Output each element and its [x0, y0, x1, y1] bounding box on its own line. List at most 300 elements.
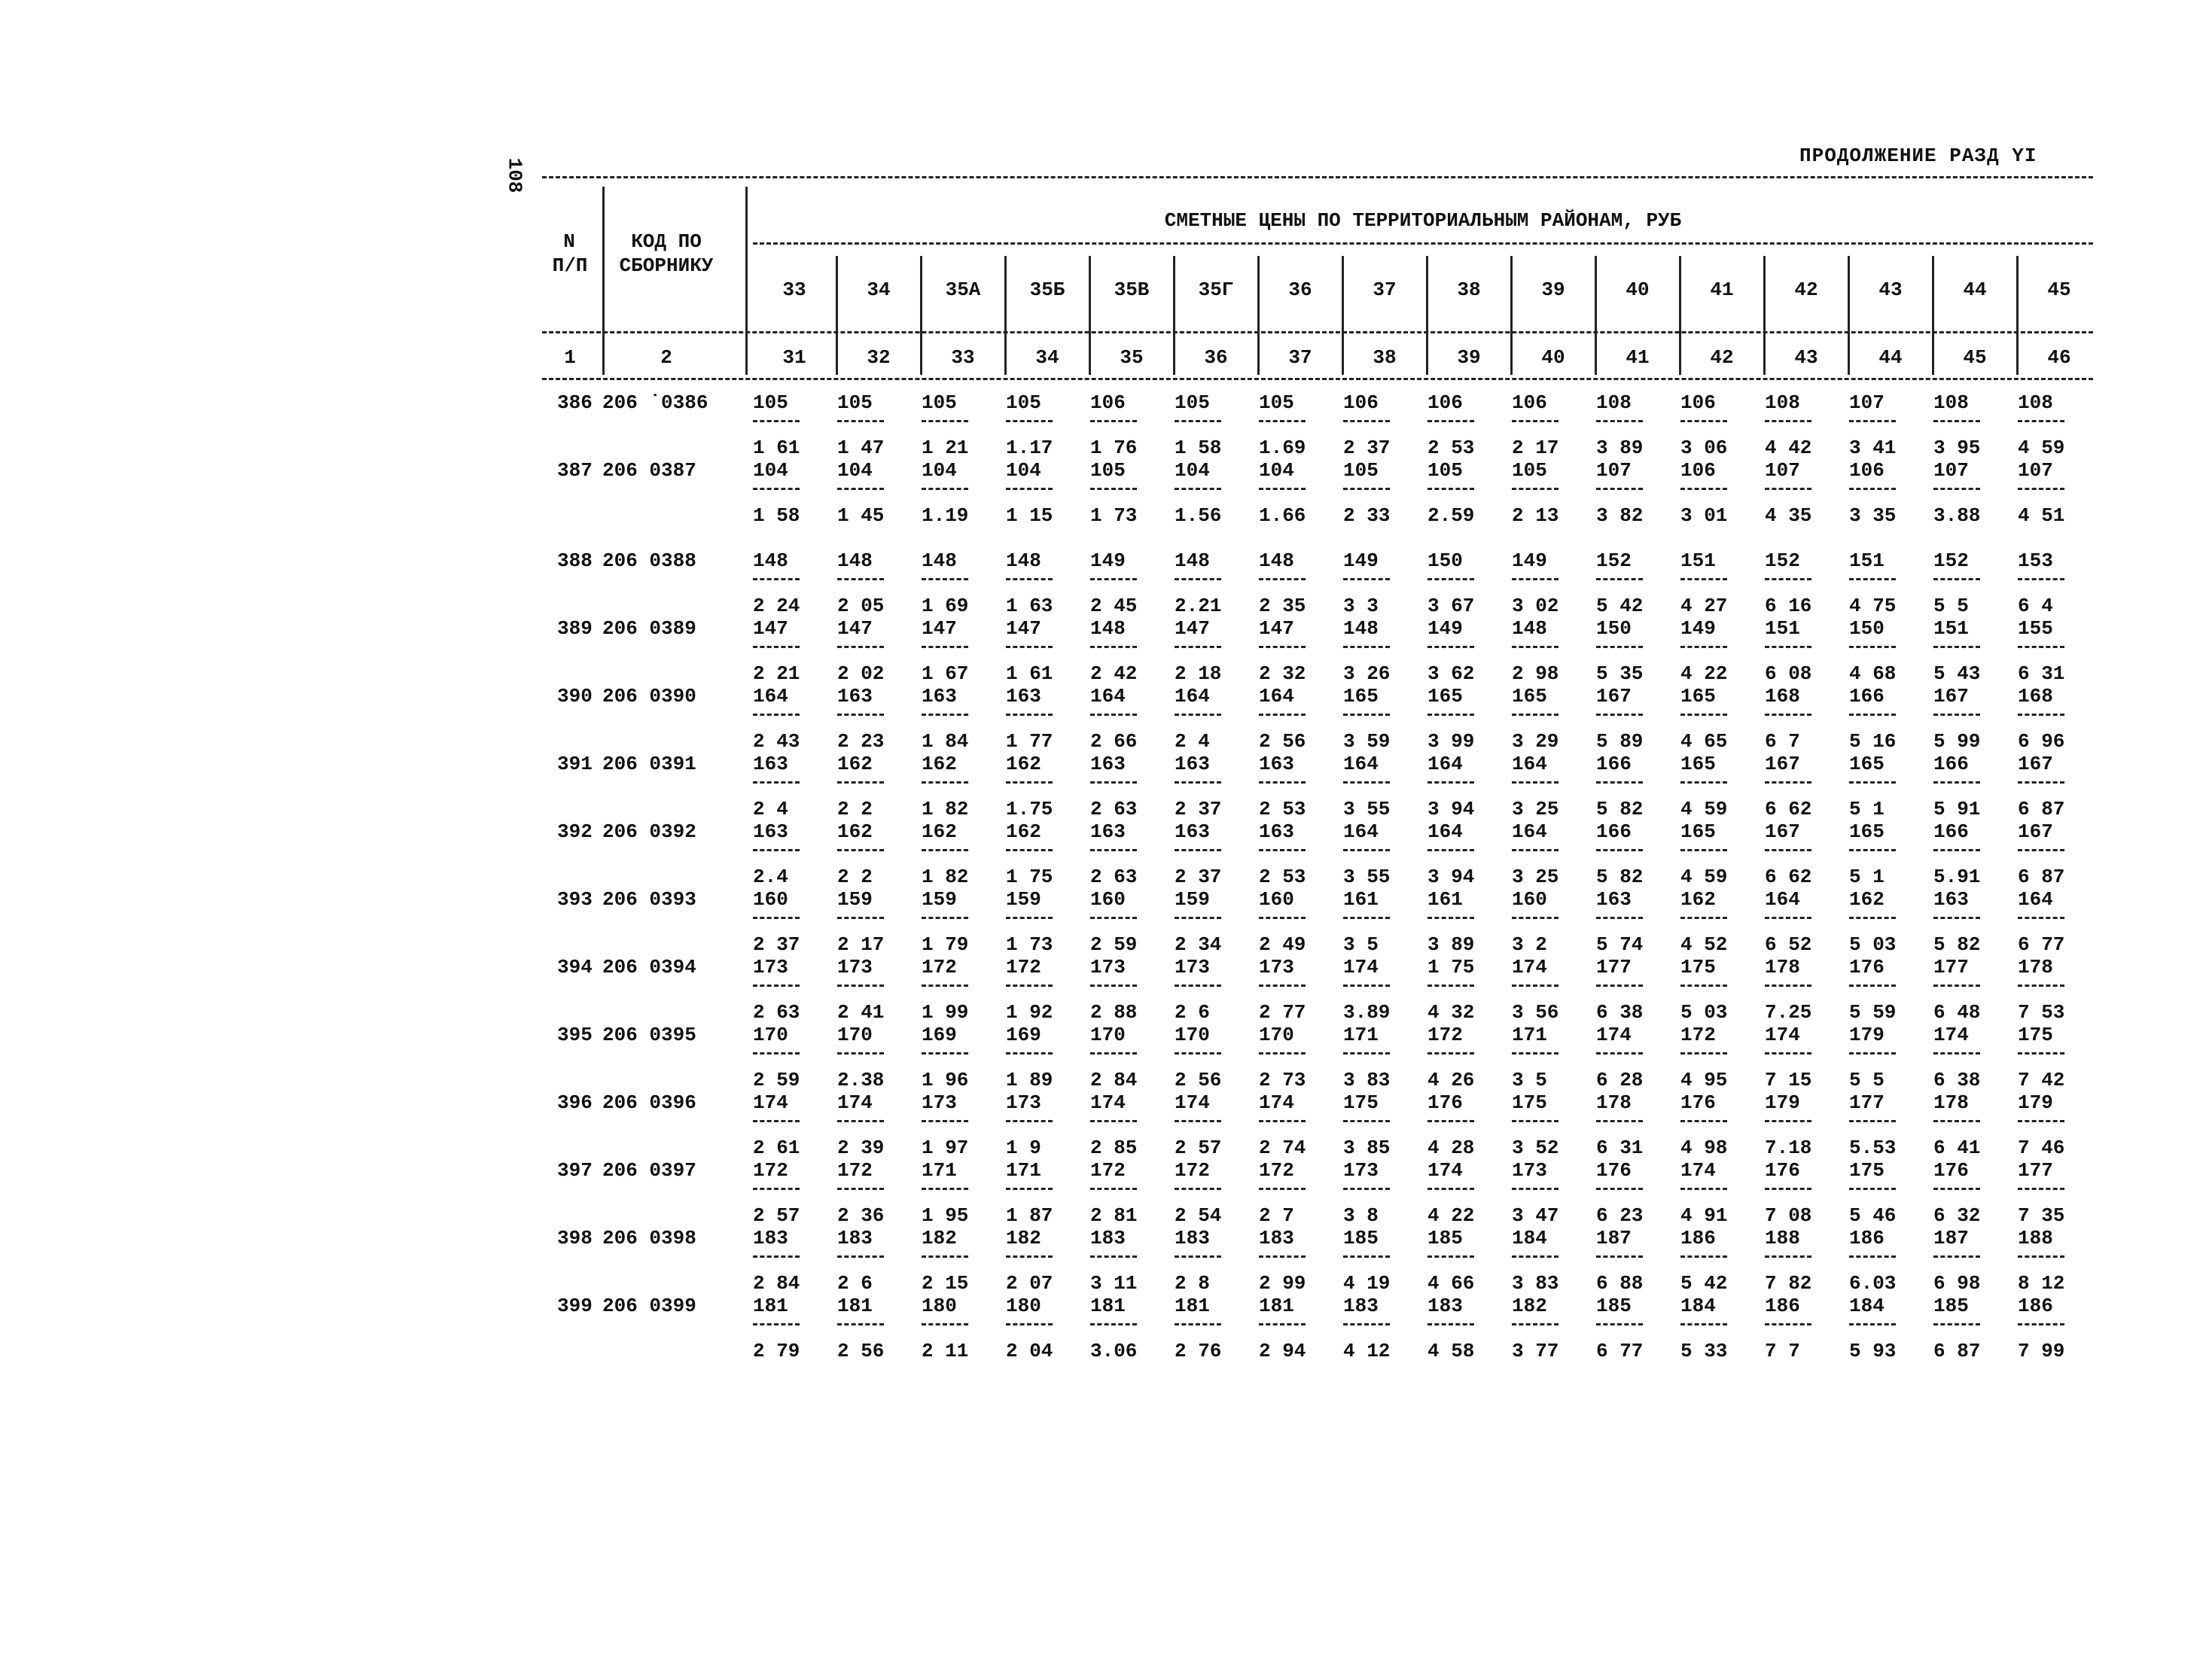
- fraction-line: [922, 917, 968, 919]
- price-value: 2 73: [1259, 1069, 1306, 1091]
- price-value: 165: [1512, 685, 1547, 708]
- price-value: 148: [753, 549, 788, 572]
- price-value: 2.59: [1428, 504, 1475, 527]
- price-value: 162: [922, 753, 957, 775]
- price-value: 2 56: [1259, 730, 1306, 753]
- price-value: 2.21: [1175, 595, 1222, 617]
- price-value: 184: [1680, 1295, 1716, 1317]
- fraction-line: [1428, 781, 1474, 784]
- fraction-line: [1596, 1052, 1643, 1055]
- row-code: 206 0398: [602, 1227, 696, 1249]
- price-value: 2 56: [837, 1340, 885, 1362]
- price-value: 7.18: [1765, 1137, 1812, 1159]
- fraction-line: [1765, 985, 1811, 987]
- price-value: 1 21: [922, 437, 969, 459]
- price-value: 108: [2018, 391, 2053, 414]
- price-value: 7 15: [1765, 1069, 1812, 1091]
- price-value: 3 95: [1933, 437, 1981, 459]
- price-value: 5.53: [1849, 1137, 1897, 1159]
- price-value: 4 95: [1680, 1069, 1728, 1091]
- fraction-line: [1933, 646, 1980, 648]
- price-value: 149: [1680, 617, 1716, 640]
- fraction-line: [1006, 1052, 1053, 1055]
- fraction-line: [1680, 646, 1727, 648]
- fraction-line: [2018, 420, 2064, 422]
- fraction-line: [922, 420, 968, 422]
- price-value: 165: [1680, 753, 1716, 775]
- fraction-line: [1512, 646, 1559, 648]
- price-value: 2 18: [1175, 662, 1222, 685]
- price-value: 2 17: [837, 933, 885, 956]
- price-value: 155: [2018, 617, 2053, 640]
- fraction-line: [2018, 714, 2064, 716]
- price-value: 168: [1765, 685, 1800, 708]
- price-value: 3 94: [1428, 798, 1475, 820]
- row-code: 206 0396: [602, 1091, 696, 1114]
- fraction-line: [1343, 781, 1390, 784]
- row-number: 395: [557, 1024, 593, 1046]
- price-value: 108: [1765, 391, 1800, 414]
- price-value: 160: [1512, 888, 1547, 911]
- price-value: 182: [1006, 1227, 1041, 1249]
- price-value: 2 23: [837, 730, 885, 753]
- price-value: 152: [1765, 549, 1800, 572]
- region-label: 36: [1288, 278, 1312, 301]
- fraction-line: [1175, 488, 1221, 490]
- price-value: 2 37: [1175, 866, 1222, 888]
- price-value: 185: [1343, 1227, 1379, 1249]
- price-value: 147: [837, 617, 873, 640]
- fraction-line: [1512, 917, 1559, 919]
- price-value: 173: [1006, 1091, 1041, 1114]
- price-value: 1 76: [1090, 437, 1138, 459]
- num-header-line1: N: [563, 230, 575, 253]
- price-value: 1 47: [837, 437, 885, 459]
- fraction-line: [1512, 1188, 1559, 1190]
- price-value: 5 42: [1596, 595, 1644, 617]
- row-number: 386: [557, 391, 593, 414]
- price-value: 160: [753, 888, 788, 911]
- fraction-line: [2018, 917, 2064, 919]
- fraction-line: [1933, 849, 1980, 851]
- price-value: 183: [1259, 1227, 1294, 1249]
- fraction-line: [1933, 985, 1980, 987]
- price-value: 177: [2018, 1159, 2053, 1182]
- price-value: 167: [1933, 685, 1969, 708]
- price-value: 4 32: [1428, 1001, 1475, 1024]
- price-value: 163: [753, 753, 788, 775]
- price-value: 5 89: [1596, 730, 1644, 753]
- price-value: 162: [1849, 888, 1885, 911]
- price-value: 174: [1596, 1024, 1632, 1046]
- fraction-line: [753, 488, 800, 490]
- price-value: 2 77: [1259, 1001, 1306, 1024]
- fraction-line: [1090, 917, 1137, 919]
- price-value: 105: [753, 391, 788, 414]
- price-value: 151: [1849, 549, 1885, 572]
- price-value: 2 11: [922, 1340, 969, 1362]
- price-value: 5 1: [1849, 866, 1885, 888]
- price-value: 108: [1933, 391, 1969, 414]
- fraction-line: [1596, 646, 1643, 648]
- fraction-line: [753, 985, 800, 987]
- price-value: 106: [1680, 391, 1716, 414]
- price-value: 5 5: [1933, 595, 1969, 617]
- fraction-line: [1765, 1255, 1811, 1258]
- fraction-line: [837, 781, 884, 784]
- fraction-line: [1343, 1323, 1390, 1325]
- price-value: 178: [1765, 956, 1800, 978]
- price-value: 172: [1090, 1159, 1126, 1182]
- price-value: 4 28: [1428, 1137, 1475, 1159]
- fraction-line: [922, 781, 968, 784]
- price-value: 7 46: [2018, 1137, 2065, 1159]
- price-value: 6 62: [1765, 798, 1812, 820]
- row-number: 391: [557, 753, 593, 775]
- price-value: 2 99: [1259, 1272, 1306, 1295]
- price-value: 163: [1090, 753, 1126, 775]
- price-value: 180: [1006, 1295, 1041, 1317]
- price-value: 3 02: [1512, 595, 1559, 617]
- price-value: 181: [753, 1295, 788, 1317]
- price-value: 1.75: [1006, 798, 1053, 820]
- price-value: 1 84: [922, 730, 969, 753]
- price-value: 164: [1343, 753, 1379, 775]
- price-value: 7 82: [1765, 1272, 1812, 1295]
- fraction-line: [1680, 420, 1727, 422]
- fraction-line: [1259, 420, 1306, 422]
- fraction-line: [837, 714, 884, 716]
- fraction-line: [1849, 985, 1896, 987]
- row-number: 392: [557, 820, 593, 843]
- price-value: 167: [2018, 753, 2053, 775]
- price-value: 150: [1428, 549, 1463, 572]
- price-value: 152: [1596, 549, 1632, 572]
- fraction-line: [1680, 985, 1727, 987]
- price-value: 181: [1175, 1295, 1210, 1317]
- price-value: 1 73: [1090, 504, 1138, 527]
- row-number: 399: [557, 1295, 593, 1317]
- fraction-line: [1006, 1255, 1053, 1258]
- price-value: 2 84: [753, 1272, 800, 1295]
- fraction-line: [1680, 1120, 1727, 1122]
- price-value: 105: [922, 391, 957, 414]
- fraction-line: [1090, 985, 1137, 987]
- price-value: 107: [2018, 459, 2053, 482]
- fraction-line: [1933, 1255, 1980, 1258]
- price-value: 166: [1933, 753, 1969, 775]
- code-header-line1: КОД ПО: [631, 230, 702, 253]
- fraction-line: [1006, 488, 1053, 490]
- price-value: 178: [2018, 956, 2053, 978]
- fraction-line: [1512, 1255, 1559, 1258]
- fraction-line: [1596, 578, 1643, 580]
- price-value: 175: [2018, 1024, 2053, 1046]
- fraction-line: [1428, 917, 1474, 919]
- price-value: 174: [1680, 1159, 1716, 1182]
- price-value: 6 77: [1596, 1340, 1644, 1362]
- fraction-line: [1849, 917, 1896, 919]
- price-value: 4 22: [1428, 1204, 1475, 1227]
- price-value: 148: [1259, 549, 1294, 572]
- price-value: 2 59: [753, 1069, 800, 1091]
- fraction-line: [922, 849, 968, 851]
- fraction-line: [1596, 714, 1643, 716]
- price-value: 2 34: [1175, 933, 1222, 956]
- price-value: 163: [1175, 820, 1210, 843]
- price-value: 1 79: [922, 933, 969, 956]
- price-value: 161: [1343, 888, 1379, 911]
- price-value: 2 7: [1259, 1204, 1294, 1227]
- region-label: 35В: [1114, 278, 1150, 301]
- column-index: 42: [1710, 346, 1734, 369]
- fraction-line: [1849, 1188, 1896, 1190]
- fraction-line: [2018, 1323, 2064, 1325]
- price-value: 2 61: [753, 1137, 800, 1159]
- price-value: 3 8: [1343, 1204, 1379, 1227]
- price-value: 2 79: [753, 1340, 800, 1362]
- fraction-line: [1428, 646, 1474, 648]
- region-label: 38: [1457, 278, 1481, 301]
- price-value: 172: [1680, 1024, 1716, 1046]
- fraction-line: [1090, 714, 1137, 716]
- price-value: 2.4: [753, 866, 788, 888]
- price-value: 179: [2018, 1091, 2053, 1114]
- row-code: 206 0392: [602, 820, 696, 843]
- price-value: 6 52: [1765, 933, 1812, 956]
- fraction-line: [1596, 917, 1643, 919]
- price-value: 5.91: [1933, 866, 1981, 888]
- column-index: 34: [1035, 346, 1059, 369]
- fraction-line: [1175, 1052, 1221, 1055]
- row-number: 388: [557, 549, 593, 572]
- price-value: 164: [1343, 820, 1379, 843]
- fraction-line: [1259, 1188, 1306, 1190]
- fraction-line: [1090, 1323, 1137, 1325]
- column-divider: [745, 187, 748, 375]
- price-value: 104: [1006, 459, 1041, 482]
- price-value: 161: [1428, 888, 1463, 911]
- price-value: 172: [1259, 1159, 1294, 1182]
- fraction-line: [1343, 646, 1390, 648]
- column-index: 35: [1120, 346, 1144, 369]
- price-value: 159: [922, 888, 957, 911]
- fraction-line: [1175, 646, 1221, 648]
- price-value: 106: [1343, 391, 1379, 414]
- fraction-line: [1175, 1323, 1221, 1325]
- price-value: 2 94: [1259, 1340, 1306, 1362]
- price-value: 147: [1006, 617, 1041, 640]
- price-value: 6 31: [1596, 1137, 1644, 1159]
- price-value: 183: [1343, 1295, 1379, 1317]
- fraction-line: [1849, 646, 1896, 648]
- price-value: 165: [1343, 685, 1379, 708]
- fraction-line: [2018, 1255, 2064, 1258]
- price-value: 3 25: [1512, 798, 1559, 820]
- price-value: 182: [1512, 1295, 1547, 1317]
- fraction-line: [1512, 1323, 1559, 1325]
- price-value: 6 48: [1933, 1001, 1981, 1024]
- fraction-line: [1680, 849, 1727, 851]
- price-value: 2 56: [1175, 1069, 1222, 1091]
- price-value: 2 43: [753, 730, 800, 753]
- fraction-line: [1175, 985, 1221, 987]
- price-value: 1 73: [1006, 933, 1053, 956]
- fraction-line: [1512, 781, 1559, 784]
- price-value: 2 84: [1090, 1069, 1138, 1091]
- fraction-line: [1765, 714, 1811, 716]
- price-value: 148: [1090, 617, 1126, 640]
- price-value: 186: [1680, 1227, 1716, 1249]
- price-value: 187: [1596, 1227, 1632, 1249]
- price-value: 163: [1090, 820, 1126, 843]
- price-value: 4 58: [1428, 1340, 1475, 1362]
- price-value: 2 05: [837, 595, 885, 617]
- fraction-line: [922, 488, 968, 490]
- price-value: 4 91: [1680, 1204, 1728, 1227]
- fraction-line: [2018, 488, 2064, 490]
- fraction-line: [1849, 1052, 1896, 1055]
- fraction-line: [1090, 1052, 1137, 1055]
- header-rule: [542, 378, 2093, 380]
- price-value: 178: [1596, 1091, 1632, 1114]
- fraction-line: [1765, 849, 1811, 851]
- price-value: 7.25: [1765, 1001, 1812, 1024]
- price-value: 3 26: [1343, 662, 1391, 685]
- price-value: 181: [1259, 1295, 1294, 1317]
- price-value: 176: [1849, 956, 1885, 978]
- price-value: 7 42: [2018, 1069, 2065, 1091]
- price-value: 3 2: [1512, 933, 1547, 956]
- price-value: 4 42: [1765, 437, 1812, 459]
- price-value: 4 51: [2018, 504, 2065, 527]
- fraction-line: [1765, 420, 1811, 422]
- price-value: 162: [1006, 820, 1041, 843]
- price-value: 173: [837, 956, 873, 978]
- column-index: 31: [782, 346, 806, 369]
- price-value: 149: [1428, 617, 1463, 640]
- fraction-line: [2018, 1188, 2064, 1190]
- fraction-line: [1933, 1323, 1980, 1325]
- price-value: 3 94: [1428, 866, 1475, 888]
- price-value: 173: [922, 1091, 957, 1114]
- price-value: 164: [1090, 685, 1126, 708]
- price-value: 147: [1259, 617, 1294, 640]
- price-value: 183: [1428, 1295, 1463, 1317]
- price-value: 148: [1343, 617, 1379, 640]
- fraction-line: [1512, 1052, 1559, 1055]
- fraction-line: [1175, 578, 1221, 580]
- region-label: 35Б: [1029, 278, 1065, 301]
- price-value: 6 96: [2018, 730, 2065, 753]
- fraction-line: [753, 714, 800, 716]
- fraction-line: [1512, 578, 1559, 580]
- fraction-line: [1512, 488, 1559, 490]
- price-value: 8 12: [2018, 1272, 2065, 1295]
- price-value: 6 38: [1596, 1001, 1644, 1024]
- price-value: 4 35: [1765, 504, 1812, 527]
- price-value: 6 23: [1596, 1204, 1644, 1227]
- price-value: 6 08: [1765, 662, 1812, 685]
- region-label: 37: [1373, 278, 1397, 301]
- price-value: 174: [837, 1091, 873, 1114]
- price-value: 5 99: [1933, 730, 1981, 753]
- price-value: 2 4: [1175, 730, 1210, 753]
- row-number: 387: [557, 459, 593, 482]
- price-value: 163: [922, 685, 957, 708]
- price-value: 164: [1765, 888, 1800, 911]
- price-value: 2 37: [1175, 798, 1222, 820]
- price-value: 177: [1596, 956, 1632, 978]
- price-value: 7 35: [2018, 1204, 2065, 1227]
- fraction-line: [1849, 488, 1896, 490]
- fraction-line: [1259, 714, 1306, 716]
- price-value: 151: [1765, 617, 1800, 640]
- region-label: 35А: [945, 278, 981, 301]
- row-number: 393: [557, 888, 593, 911]
- price-value: 147: [922, 617, 957, 640]
- price-value: 2 54: [1175, 1204, 1222, 1227]
- fraction-line: [1428, 985, 1474, 987]
- price-value: 160: [1259, 888, 1294, 911]
- row-code: 206 0395: [602, 1024, 696, 1046]
- fraction-line: [1259, 1323, 1306, 1325]
- price-value: 1 63: [1006, 595, 1053, 617]
- fraction-line: [1175, 1188, 1221, 1190]
- price-value: 1 77: [1006, 730, 1053, 753]
- price-value: 148: [837, 549, 873, 572]
- price-value: 170: [1259, 1024, 1294, 1046]
- fraction-line: [922, 714, 968, 716]
- price-value: 165: [1849, 753, 1885, 775]
- price-value: 163: [837, 685, 873, 708]
- fraction-line: [1596, 849, 1643, 851]
- fraction-line: [1765, 1188, 1811, 1190]
- price-value: 2 74: [1259, 1137, 1306, 1159]
- price-value: 2 04: [1006, 1340, 1053, 1362]
- price-value: 187: [1933, 1227, 1969, 1249]
- fraction-line: [1343, 1120, 1390, 1122]
- fraction-line: [1006, 1120, 1053, 1122]
- fraction-line: [1596, 420, 1643, 422]
- price-value: 172: [1175, 1159, 1210, 1182]
- price-value: 3 59: [1343, 730, 1391, 753]
- price-value: 104: [922, 459, 957, 482]
- fraction-line: [1090, 1120, 1137, 1122]
- fraction-line: [1428, 1120, 1474, 1122]
- price-value: 176: [1680, 1091, 1716, 1114]
- price-value: 2 2: [837, 866, 873, 888]
- column-index: 46: [2047, 346, 2071, 369]
- price-value: 106: [1090, 391, 1126, 414]
- price-value: 6 41: [1933, 1137, 1981, 1159]
- fraction-line: [1680, 578, 1727, 580]
- price-value: 150: [1596, 617, 1632, 640]
- price-value: 1.69: [1259, 437, 1306, 459]
- fraction-line: [1259, 781, 1306, 784]
- price-value: 3 25: [1512, 866, 1559, 888]
- price-value: 184: [1512, 1227, 1547, 1249]
- fraction-line: [1343, 849, 1390, 851]
- price-group-title: СМЕТНЫЕ ЦЕНЫ ПО ТЕРРИТОРИАЛЬНЫМ РАЙОНАМ, РУБ: [1164, 209, 1682, 232]
- price-value: 3 5: [1343, 933, 1379, 956]
- fraction-line: [1428, 420, 1474, 422]
- fraction-line: [1006, 849, 1053, 851]
- price-value: 162: [1680, 888, 1716, 911]
- price-value: 105: [1006, 391, 1041, 414]
- price-value: 177: [1933, 956, 1969, 978]
- price-value: 2 76: [1175, 1340, 1222, 1362]
